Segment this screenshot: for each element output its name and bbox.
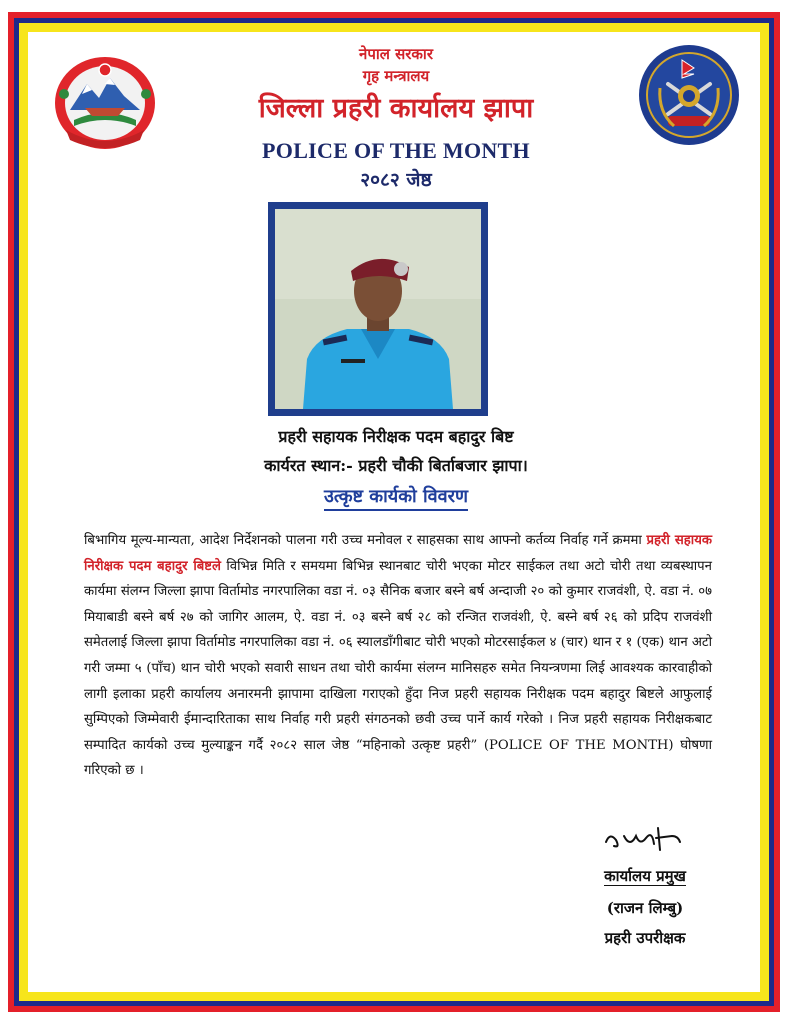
description-rest: विभिन्न मिति र समयमा बिभिन्न स्थानबाट चोरी भएका मोटर साईकल तथा अटो चोरी तथा व्यबस्थापन कार्यमा संलग्न जिल्ला झापा विर्तामोड नगरपालिका वडा नं. ०३ सैनिक बजार बस्ने बर्ष अन्दाजी २० को कुमार राजवंशी, ऐ. वडा नं. ०७ मियाबाडी बस्ने बर्ष २७ को जागिर आलम, ऐ. वडा नं. ०३ बस्ने बर्ष २८ को रन्जित राजवंशी, ऐ. बस्ने बर्ष २६ को प्रदिप राजवंशी समेतलाई जिल्ला झापा विर्तामोड नगरपालिका वडा नं. ०६ स्यालडाँगीबाट चोरी भएको मोटरसाईकल ४ (चार) थान र १ (एक) थान अटो गरी जम्मा ५ (पाँच) थान चोरी भएको सवारी साधन तथा चोरी कार्यमा संलग्न मानिसहरु समेत नियन्त्रणमा लिई आवश्यक कारवाहीको लागी इलाका प्रहरी कार्यालय अनारमनी झापामा दाखिला गराएको हुँदा निज प्रहरी सहायक निरीक्षक पदम बहादुर बिष्टले आफुलाई सुम्पिएको जिम्मेवारी ईमान्दारिताका साथ निर्वाह गरी प्रहरी संगठनको छवी उच्च पार्ने कार्य गरेको । निज प्रहरी सहायक निरीक्षकबाट सम्पादित कार्यको उच्च मुल्याङ्कन गर्दै २०८२ साल जेष्ठ “महिनाको उत्कृष्ट प्रहरी” (POLICE OF THE MONTH) घोषणा गरिएको छ । xyxy=(84,558,712,779)
officer-photo xyxy=(275,209,481,409)
award-title: POLICE OF THE MONTH xyxy=(262,138,530,163)
signatory-title-text: कार्यालय प्रमुख xyxy=(604,867,686,885)
section-heading-text: उत्कृष्ट कार्यको विवरण xyxy=(324,486,468,511)
office-title: जिल्ला प्रहरी कार्यालय झापा xyxy=(258,93,534,124)
honoree-posting: कार्यरत स्थान:- प्रहरी चौकी बिर्ताबजार झापा। xyxy=(264,456,528,475)
signatory-rank: प्रहरी उपरीक्षक xyxy=(604,929,686,947)
ministry-name: गृह मन्त्रालय xyxy=(362,67,430,85)
government-name: नेपाल सरकार xyxy=(359,45,433,63)
description-highlight-name: प्रहरी सहायक निरीक्षक पदम बहादुर बिष्टले xyxy=(84,533,712,574)
officer-photo-frame xyxy=(268,202,488,416)
section-heading xyxy=(0,484,792,508)
description-intro: बिभागिय मूल्य-मान्यता, आदेश निर्देशनको पालना गरी उच्च मनोवल र साहसका साथ आफ्नो कर्तव्य निर्वाह गर्ने क्रममा xyxy=(84,533,642,548)
honoree-name: प्रहरी सहायक निरीक्षक पदम बहादुर बिष्ट xyxy=(278,427,514,446)
signature xyxy=(600,822,700,856)
description-paragraph xyxy=(84,528,712,784)
signatory-title xyxy=(555,866,735,886)
signatory-name: (राजन लिम्बु) xyxy=(606,899,684,917)
award-month: २०८२ जेष्ठ xyxy=(360,169,432,191)
